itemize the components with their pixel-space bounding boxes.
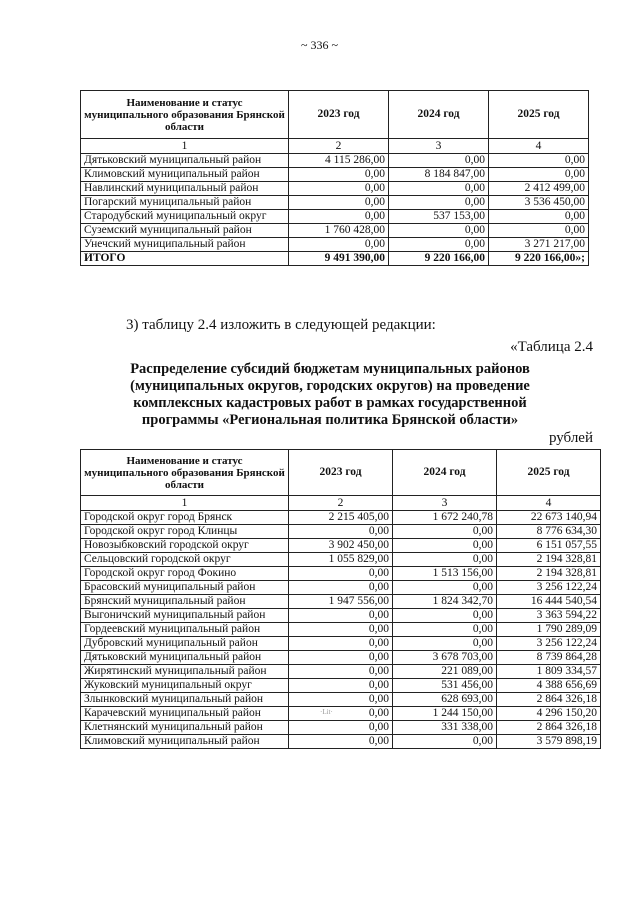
cell-2025: 3 536 450,00 — [489, 196, 589, 210]
table-row — [81, 623, 601, 637]
cell-2023: 0,00 — [289, 567, 393, 581]
cell-2024: 1 244 150,00 — [393, 707, 497, 721]
cell-2025: 2 194 328,81 — [497, 553, 601, 567]
column-header-2025: 2025 год — [497, 450, 601, 496]
row-name: Дубровский муниципальный район — [81, 637, 289, 651]
cell-2025: 2 412 499,00 — [489, 182, 589, 196]
cell-2024: 537 153,00 — [389, 210, 489, 224]
column-index: 1 — [81, 496, 289, 511]
column-index: 4 — [489, 139, 589, 154]
cell-2025: 3 271 217,00 — [489, 238, 589, 252]
table-row — [81, 525, 601, 539]
cell-2023: 0,00 — [289, 168, 389, 182]
table-row — [81, 679, 601, 693]
cell-2025: 8 739 864,28 — [497, 651, 601, 665]
cell-2023: 3 902 450,00 — [289, 539, 393, 553]
row-name: Климовский муниципальный район — [81, 735, 289, 749]
table-title: Распределение субсидий бюджетам муниципальных районов (муниципальных округов, городских округов) на проведение комплексных кадастровых работ в рамках государственной программы «Региональная политика Брянской области» — [130, 361, 530, 428]
row-name: Выгоничский муниципальный район — [81, 609, 289, 623]
cell-2023: 0,00 — [289, 623, 393, 637]
cell-2023: 0,00 — [289, 707, 393, 721]
cell-2023: 0,00 — [289, 665, 393, 679]
cell-2025: 2 864 326,18 — [497, 693, 601, 707]
row-name: Навлинский муниципальный район — [81, 182, 289, 196]
cell-2023: 0,00 — [289, 196, 389, 210]
row-name: Климовский муниципальный район — [81, 168, 289, 182]
cell-2025: 2 194 328,81 — [497, 567, 601, 581]
row-name: Городской округ город Фокино — [81, 567, 289, 581]
row-name: Брасовский муниципальный район — [81, 581, 289, 595]
column-header-2025: 2025 год — [489, 91, 589, 139]
column-header-2024: 2024 год — [389, 91, 489, 139]
table-row — [81, 665, 601, 679]
subsidy-table-previous — [80, 90, 589, 266]
cell-2024: 0,00 — [393, 623, 497, 637]
total-2025: 9 220 166,00»; — [489, 252, 589, 266]
cell-2025: 8 776 634,30 — [497, 525, 601, 539]
cell-2024: 8 184 847,00 — [389, 168, 489, 182]
table-row — [81, 721, 601, 735]
cell-2025: 4 296 150,20 — [497, 707, 601, 721]
row-name: Унечский муниципальный район — [81, 238, 289, 252]
column-header-name: Наименование и статус муниципального образования Брянской области — [81, 450, 289, 496]
row-name: Клетнянский муниципальный район — [81, 721, 289, 735]
cell-2025: 16 444 540,54 — [497, 595, 601, 609]
table-row — [81, 595, 601, 609]
table-row — [81, 553, 601, 567]
cell-2023: 0,00 — [289, 581, 393, 595]
cell-2025: 3 579 898,19 — [497, 735, 601, 749]
table-row — [81, 196, 589, 210]
table-row — [81, 609, 601, 623]
table-row — [81, 539, 601, 553]
total-label: ИТОГО — [81, 252, 289, 266]
cell-2024: 0,00 — [389, 238, 489, 252]
cell-2025: 1 809 334,57 — [497, 665, 601, 679]
column-index: 3 — [393, 496, 497, 511]
row-name: Стародубский муниципальный округ — [81, 210, 289, 224]
cell-2023: 2 215 405,00 — [289, 511, 393, 525]
cell-2024: 0,00 — [389, 224, 489, 238]
cell-2025: 0,00 — [489, 154, 589, 168]
total-2023: 9 491 390,00 — [289, 252, 389, 266]
column-index: 2 — [289, 139, 389, 154]
table-label: «Таблица 2.4 — [510, 339, 593, 355]
column-index: 2 — [289, 496, 393, 511]
subsidy-table-2-4 — [80, 449, 601, 749]
row-name: Жирятинский муниципальный район — [81, 665, 289, 679]
cell-2023: 1 055 829,00 — [289, 553, 393, 567]
cell-2024: 3 678 703,00 — [393, 651, 497, 665]
table-row — [81, 224, 589, 238]
table-row — [81, 154, 589, 168]
row-name: Брянский муниципальный район — [81, 595, 289, 609]
cell-2023: 0,00 — [289, 182, 389, 196]
row-name: Новозыбковский городской округ — [81, 539, 289, 553]
cell-2024: 0,00 — [389, 154, 489, 168]
column-header-2024: 2024 год — [393, 450, 497, 496]
cell-2024: 1 824 342,70 — [393, 595, 497, 609]
cell-2025: 3 256 122,24 — [497, 637, 601, 651]
cell-2024: 0,00 — [393, 553, 497, 567]
cell-2023: 0,00 — [289, 693, 393, 707]
table-row — [81, 182, 589, 196]
cell-2024: 0,00 — [389, 182, 489, 196]
cell-2024: 531 456,00 — [393, 679, 497, 693]
row-name: Городской округ город Брянск — [81, 511, 289, 525]
cell-2023: 0,00 — [289, 210, 389, 224]
table-row — [81, 581, 601, 595]
cell-2024: 628 693,00 — [393, 693, 497, 707]
total-2024: 9 220 166,00 — [389, 252, 489, 266]
page-number: ~ 336 ~ — [301, 38, 338, 52]
amendment-instruction: 3) таблицу 2.4 изложить в следующей редакции: — [126, 317, 436, 333]
cell-2023: 1 947 556,00 — [289, 595, 393, 609]
row-name: Городской округ город Клинцы — [81, 525, 289, 539]
cell-2024: 1 513 156,00 — [393, 567, 497, 581]
units-label: рублей — [548, 430, 593, 446]
cell-2023: 0,00 — [289, 525, 393, 539]
cell-2023: 4 115 286,00 — [289, 154, 389, 168]
cell-2025: 0,00 — [489, 224, 589, 238]
row-name: Дятьковский муниципальный район — [81, 154, 289, 168]
cell-2025: 2 864 326,18 — [497, 721, 601, 735]
cell-2023: 0,00 — [289, 735, 393, 749]
row-name: Гордеевский муниципальный район — [81, 623, 289, 637]
cell-2023: 0,00 — [289, 721, 393, 735]
cell-2024: 0,00 — [393, 735, 497, 749]
row-name: Суземский муниципальный район — [81, 224, 289, 238]
column-header-name: Наименование и статус муниципального образования Брянской области — [81, 91, 289, 139]
table-body — [81, 154, 589, 252]
cell-2024: 0,00 — [393, 581, 497, 595]
table-row — [81, 651, 601, 665]
cell-2024: 0,00 — [393, 525, 497, 539]
cell-2025: 1 790 289,09 — [497, 623, 601, 637]
table-row — [81, 567, 601, 581]
cell-2023: 0,00 — [289, 679, 393, 693]
cell-2024: 0,00 — [393, 539, 497, 553]
table-row — [81, 707, 601, 721]
cell-2025: 3 363 594,22 — [497, 609, 601, 623]
row-name: Дятьковский муниципальный район — [81, 651, 289, 665]
column-header-2023: 2023 год — [289, 91, 389, 139]
cell-2024: 1 672 240,78 — [393, 511, 497, 525]
table-row — [81, 168, 589, 182]
cell-2024: 221 089,00 — [393, 665, 497, 679]
table-row — [81, 511, 601, 525]
row-name: Жуковский муниципальный округ — [81, 679, 289, 693]
column-index: 3 — [389, 139, 489, 154]
table-row — [81, 693, 601, 707]
cell-2024: 0,00 — [389, 196, 489, 210]
table-body — [81, 511, 601, 749]
cell-2023: 0,00 — [289, 238, 389, 252]
cell-2025: 6 151 057,55 — [497, 539, 601, 553]
cell-2025: 3 256 122,24 — [497, 581, 601, 595]
column-index: 1 — [81, 139, 289, 154]
cell-2025: 22 673 140,94 — [497, 511, 601, 525]
stamp-mark: ·Lit· — [320, 708, 333, 716]
cell-2023: 0,00 — [289, 637, 393, 651]
cell-2024: 331 338,00 — [393, 721, 497, 735]
table-row — [81, 210, 589, 224]
cell-2025: 4 388 656,69 — [497, 679, 601, 693]
column-index: 4 — [497, 496, 601, 511]
cell-2024: 0,00 — [393, 637, 497, 651]
cell-2023: 0,00 — [289, 651, 393, 665]
cell-2025: 0,00 — [489, 168, 589, 182]
cell-2025: 0,00 — [489, 210, 589, 224]
cell-2023: 1 760 428,00 — [289, 224, 389, 238]
row-name: Карачевский муниципальный район — [81, 707, 289, 721]
table-row — [81, 238, 589, 252]
cell-2024: 0,00 — [393, 609, 497, 623]
table-row — [81, 735, 601, 749]
row-name: Сельцовский городской округ — [81, 553, 289, 567]
row-name: Злынковский муниципальный район — [81, 693, 289, 707]
table-row — [81, 637, 601, 651]
cell-2023: 0,00 — [289, 609, 393, 623]
row-name: Погарский муниципальный район — [81, 196, 289, 210]
column-header-2023: 2023 год — [289, 450, 393, 496]
